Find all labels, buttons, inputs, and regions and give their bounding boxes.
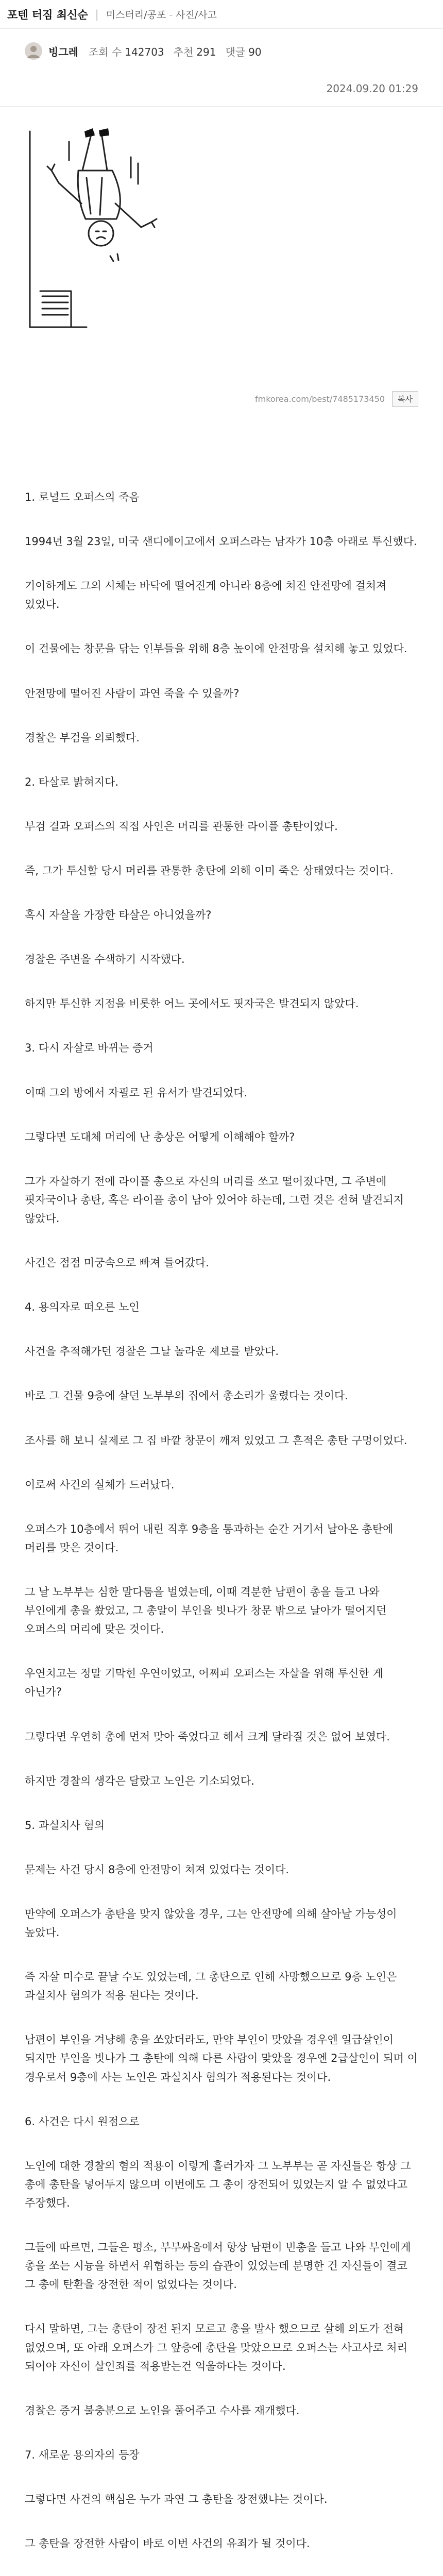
header-divider: |	[95, 8, 99, 21]
views-label: 조회 수	[88, 45, 122, 58]
paragraph: 7. 새로운 용의자의 등장	[25, 2448, 140, 2461]
board-title[interactable]: 포텐 터짐 최신순	[7, 8, 88, 21]
paragraph: 오퍼스가 10층에서 뛰어 내린 직후 9층을 통과하는 순간 거기서 날아온 총탄에 머리를 맞은 것이다.	[25, 1522, 394, 1554]
views-count: 142703	[125, 45, 164, 58]
paragraph: 우연치고는 정말 기막힌 우연이었고, 어쩌피 오퍼스는 자살을 위해 투신한 게 아닌가?	[25, 1667, 383, 1699]
breadcrumb-category[interactable]: 미스터리/공포	[106, 9, 166, 21]
paragraph: 남편이 부인을 겨냥해 총을 쏘았더라도, 만약 부인이 맞았을 경우엔 일급살인이 되지만 부인을 빗나가 그 총탄에 의해 다른 사람이 맞았을 경우엔 2급살인이 되며 이 경우로서 9층에 사는 노인은 과실치사 혐의가 적용된다는 것이다.	[25, 2033, 418, 2083]
post-image-block	[0, 107, 443, 488]
paragraph: 혹시 자살을 가장한 타살은 아니었을까?	[25, 909, 212, 922]
paragraph: 이 건물에는 창문을 닦는 인부들을 위해 8층 높이에 안전망을 설치해 놓고 있었다.	[25, 642, 407, 655]
paragraph: 그 날 노부부는 심한 말다툼을 벌였는데, 이때 격분한 남편이 총을 들고 나와 부인에게 총을 쐈었고, 그 총알이 부인을 빗나가 창문 밖으로 날아가 떨어지던 오퍼스의 머리에 맞은 것이다.	[25, 1585, 387, 1636]
paragraph: 조사를 해 보니 실제로 그 집 바깥 창문이 깨져 있었고 그 흔적은 총탄 구멍이었다.	[25, 1434, 407, 1447]
paragraph: 하지만 경찰의 생각은 달랐고 노인은 기소되었다.	[25, 1774, 254, 1787]
copy-url-button[interactable]: 복사	[392, 391, 418, 407]
paragraph: 6. 사건은 다시 원점으로	[25, 2115, 140, 2128]
paragraph: 즉, 그가 투신할 당시 머리를 관통한 총탄에 의해 이미 죽은 상태였다는 것이다.	[25, 864, 394, 877]
paragraph: 다시 말하면, 그는 총탄이 장전 된지 모르고 총을 발사 했으므로 살해 의도가 전혀 없었으며, 또 아래 오퍼스가 그 앞층에 총탄을 맞았으므로 오퍼스는 사고사로 처리 되어야 자신이 살인죄를 적용받는건 억울하다는 것이다.	[25, 2323, 407, 2372]
paragraph: 기이하게도 그의 시체는 바닥에 떨어진게 아니라 8층에 쳐진 안전망에 걸쳐져 있었다.	[25, 580, 387, 611]
paragraph: 사건을 추적해가던 경찰은 그날 놀라운 제보를 받았다.	[25, 1345, 279, 1358]
comments-stat[interactable]	[225, 44, 261, 59]
author-name[interactable]: 빙그레	[48, 45, 78, 58]
post-date: 2024.09.20 01:29	[326, 82, 418, 95]
paragraph: 그렇다면 사건의 핵심은 누가 과연 그 총탄을 장전했냐는 것이다.	[25, 2493, 328, 2506]
paragraph: 사건은 점점 미궁속으로 빠져 들어갔다.	[25, 1257, 209, 1269]
article-body	[0, 488, 443, 2576]
falling-man-illustration	[25, 121, 169, 337]
paragraph: 그 총탄을 장전한 사람이 바로 이번 사건의 유죄가 될 것이다.	[25, 2537, 310, 2550]
paragraph: 2. 타살로 밝혀지다.	[25, 775, 119, 788]
paragraph: 경찰은 부검을 의뢰했다.	[25, 731, 140, 744]
paragraph: 즉 자살 미수로 끝날 수도 있었는데, 그 총탄으로 인해 사망했으므로 9층 노인은 과실치사 혐의가 적용 된다는 것이다.	[25, 1971, 397, 2002]
paragraph: 3. 다시 자살로 바뀌는 증거	[25, 1042, 154, 1055]
paragraph: 그들에 따르면, 그들은 평소, 부부싸움에서 항상 남편이 빈총을 들고 나와 부인에게 총을 쏘는 시늉을 하면서 위협하는 등의 습관이 있었는데 분명한 건 자신들이 결코 그 총에 탄환을 장전한 적이 없었다는 것이다.	[25, 2241, 411, 2291]
paragraph: 그렇다면 우연히 총에 먼저 맞아 죽었다고 해서 크게 달라질 것은 없어 보였다.	[25, 1730, 390, 1743]
breadcrumb-separator: -	[169, 9, 173, 21]
paragraph: 5. 과실치사 혐의	[25, 1819, 105, 1832]
board-header	[0, 0, 443, 29]
paragraph: 안전망에 떨어진 사람이 과연 죽을 수 있을까?	[25, 687, 240, 700]
paragraph: 1. 로널드 오퍼스의 죽음	[25, 491, 140, 503]
paragraph: 부검 결과 오퍼스의 직접 사인은 머리를 관통한 라이플 총탄이었다.	[25, 820, 338, 833]
recommend-label: 추천	[173, 45, 194, 58]
post-meta-row	[25, 42, 418, 60]
paragraph: 노인에 대한 경찰의 혐의 적용이 이렇게 흘러가자 그 노부부는 곧 자신들은 항상 그 총에 총탄을 넣어두지 않으며 이번에도 그 총이 장전되어 있었는지 알 수 없었다고 주장했다.	[25, 2159, 411, 2210]
paragraph: 그렇다면 도대체 머리에 난 총상은 어떻게 이해해야 할까?	[25, 1130, 295, 1143]
paragraph: 1994년 3월 23일, 미국 샌디에이고에서 오퍼스라는 남자가 10층 아래로 투신했다.	[25, 535, 417, 548]
paragraph: 이때 그의 방에서 자필로 된 유서가 발견되었다.	[25, 1086, 248, 1099]
paragraph: 바로 그 건물 9층에 살던 노부부의 집에서 총소리가 울렸다는 것이다.	[25, 1389, 348, 1402]
paragraph: 그가 자살하기 전에 라이플 총으로 자신의 머리를 쏘고 떨어졌다면, 그 주변에 핏자국이나 총탄, 혹은 라이플 총이 남아 있어야 하는데, 그런 것은 전혀 발견되지 않았다.	[25, 1175, 404, 1225]
user-icon	[25, 42, 42, 60]
paragraph: 4. 용의자로 떠오른 노인	[25, 1301, 140, 1314]
image-source-line	[255, 391, 418, 407]
avatar[interactable]	[25, 42, 42, 60]
recommend-stat	[174, 44, 216, 59]
views-stat	[89, 44, 164, 59]
paragraph: 경찰은 주변을 수색하기 시작했다.	[25, 953, 185, 966]
paragraph: 이로써 사건의 실체가 드러났다.	[25, 1478, 175, 1491]
comments-count: 90	[248, 45, 262, 58]
comments-label: 댓글	[225, 45, 246, 58]
paragraph: 만약에 오퍼스가 총탄을 맞지 않았을 경우, 그는 안전망에 의해 살아날 가능성이 높았다.	[25, 1907, 397, 1939]
recommend-count: 291	[196, 45, 216, 58]
paragraph: 하지만 투신한 지점을 비롯한 어느 곳에서도 핏자국은 발견되지 않았다.	[25, 997, 359, 1010]
source-url[interactable]: fmkorea.com/best/7485173450	[254, 394, 385, 404]
paragraph: 경찰은 증거 불충분으로 노인을 풀어주고 수사를 재개했다.	[25, 2404, 300, 2417]
breadcrumb-subcategory[interactable]: 사진/사고	[176, 9, 217, 21]
paragraph: 문제는 사건 당시 8층에 안전망이 쳐져 있었다는 것이다.	[25, 1863, 289, 1876]
breadcrumb	[106, 7, 217, 21]
post-meta	[0, 29, 443, 106]
